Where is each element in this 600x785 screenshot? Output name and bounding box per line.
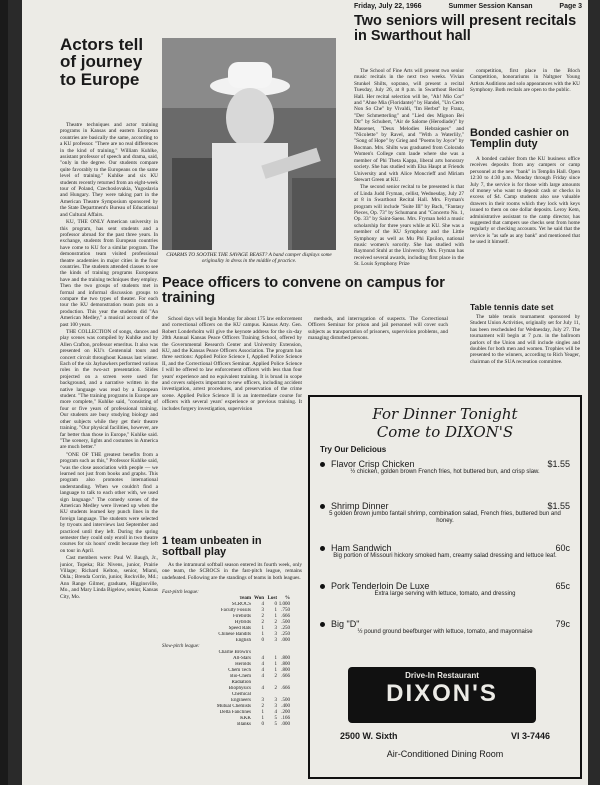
bullet-icon	[320, 622, 325, 627]
ad-menu-item	[320, 619, 570, 636]
actors-headline: Actors tell of journey to Europe	[60, 35, 144, 89]
table-cell: 4	[261, 686, 264, 691]
table-cell: SCROCS	[231, 602, 251, 607]
table-cell: 1	[274, 656, 277, 661]
table-cell: .800	[281, 656, 290, 661]
table-cell: 1	[274, 608, 277, 613]
table-cell: 2	[274, 686, 277, 691]
table-cell: 5	[274, 716, 277, 721]
peace-headline: Peace officers to convene on campus for training	[162, 275, 445, 306]
table-cell: Biophysics	[228, 686, 251, 691]
table-cell: %	[285, 596, 290, 601]
tennis-body: The table tennis tournament sponsored by Student Union Activities, originally set for July 11, has been rescheduled for Wednesday, July 27. The tournament will begin at 7 p.m. in the ballroom parlors of the Union and will include singles and doubles for both men and women. Trophies will be presented to the winners, according to Rich Yeager, chairman of the SUA recreation committee.	[470, 314, 580, 365]
table-cell: .666	[281, 686, 290, 691]
seniors-body: The School of Fine Arts will present two senior music recitals in the next two weeks. Vivian Stunkel Shilts, soprano, will present a recital Tuesday, July 26, at 8 p.m. in Swarthout Recital Hall. Her recital selection will be, "Ah! Mio Cor" and "Ahne Mia (Floridante)" by Handel, "Un Certo Non So Che" by Vivaldi, "Im Herbst" by Franz, "Der Schmetterling" and "Lied des Mignon Bei Dir" by Schubert, "Air de Salome (Herodiade)" by Massenet, "Deux Melodies Hebraiques" and "Nicolette" by Ravel, and "With a Waterlily," "Song of Hope" by Grieg and "Poems by Joyce" by Bocman. Mrs. Shilts was graduated from Colorado Women's College cum laude where she was a member of Phi Theta Kappa, liberal arts honorary society. She has studied with Elsa Haupt at Friends University and with Alice Moncrieff and Miriam Stewart Green at KU.	[354, 68, 464, 183]
actors-members: Cast members were: Paul W. Baugh, Jr., junior, Topeka; Ric Nivens, junior, Prairie Village; Richard Kelton, senior, Miami, Okla.; Brenda Corrin, junior, Rockville, Md.; Ann Range Gilmer, graduate, Higginsville, Mo., and Mary Linda Bigelow, senior, Kansas City, Mo.	[60, 555, 158, 600]
band-camper-image	[162, 38, 336, 250]
table-cell: Hybrids	[234, 620, 251, 625]
peace-col2	[308, 316, 448, 391]
bullet-icon	[320, 504, 325, 509]
ad-menu-item	[320, 501, 570, 525]
ad-line2: Come to DIXON'S	[376, 423, 514, 441]
table-cell: .250	[281, 626, 290, 631]
table-cell: .200	[281, 710, 290, 715]
table-cell: 2	[274, 674, 277, 679]
ad-item-desc: ½ chicken, golden brown French fries, hot buttered bun, and crisp slaw.	[350, 469, 540, 475]
table-cell: Herolds	[235, 662, 251, 667]
table-cell: Faculty Fossils	[220, 608, 251, 613]
ad-item-price: $1.55	[547, 501, 570, 511]
table-cell: 2	[261, 620, 264, 625]
dixons-ad	[308, 395, 582, 779]
ad-logo-text: DIXON'S	[386, 680, 498, 707]
seniors-body3: competition, first place in the Bloch Competition, honorariums in Naltgner Young Artists Auditions and solo appearances with the KU Symphony. Both recitals are open to the public.	[470, 68, 580, 94]
table-cell: Team	[239, 596, 251, 601]
seniors-col2	[470, 68, 580, 124]
table-cell: Chemical	[231, 692, 251, 697]
page-header	[354, 3, 582, 10]
peace-col1	[162, 316, 302, 531]
table-cell: 3	[274, 626, 277, 631]
bullet-icon	[320, 546, 325, 551]
standings-table	[162, 590, 290, 728]
table-cell: .500	[281, 620, 290, 625]
table-cell: 3	[274, 698, 277, 703]
table-cell: .666	[281, 674, 290, 679]
table-cell: 1	[261, 710, 264, 715]
ad-menu-item	[320, 543, 570, 560]
table-cell: Blanks	[237, 722, 251, 727]
actors-column	[60, 122, 158, 777]
ad-item-name	[320, 619, 570, 629]
ad-item-desc: Big portion of Missouri hickory smoked ham, creamy salad dressing and lettuce leaf.	[333, 553, 557, 559]
table-cell: .000	[281, 722, 290, 727]
ad-item-desc: Extra large serving with lettuce, tomato, and dressing	[374, 591, 516, 597]
ad-item-price: 79c	[555, 619, 570, 629]
table-cell: 4	[261, 668, 264, 673]
header-paper: Summer Session Kansan	[448, 3, 533, 10]
table-cell: Bio-Chem	[230, 674, 251, 679]
header-page: Page 3	[559, 3, 582, 10]
table-cell: 1.000	[278, 602, 290, 607]
tennis-column	[470, 314, 580, 392]
table-cell: 0	[274, 602, 277, 607]
ad-item-name-text: Ham Sandwich	[331, 543, 392, 553]
cashier-headline: Bonded cashier on Templin duty	[470, 127, 570, 151]
table-cell: KKK	[240, 716, 251, 721]
league-label: Fast-pitch league:	[162, 590, 199, 595]
ad-item-desc: 5 golden brown jumbo fantail shrimp, combination salad, French fries, buttered bun and honey.	[329, 511, 561, 524]
table-cell: 3	[261, 698, 264, 703]
table-cell: .500	[281, 698, 290, 703]
peace-col2-text: methods, and interrogation of suspects. The Correctional Officers Seminar for prison and jail personnel will cover such subjects as transportation of prisoners, supervision problems, and managing disturbed persons.	[308, 316, 448, 342]
ad-item-name	[320, 459, 570, 469]
table-cell: .800	[281, 668, 290, 673]
photo-caption: CHARMS TO SOOTHE THE SAVAGE BEAST? A band camper displays some originality in dress in the middle of practice.	[166, 252, 332, 264]
table-cell: All-Stars	[232, 656, 251, 661]
ad-dining: Air-Conditioned Dining Room	[386, 749, 504, 759]
table-cell: Firebirds	[232, 614, 251, 619]
league-label: Slow-pitch league:	[162, 644, 200, 649]
bullet-icon	[320, 584, 325, 589]
table-cell: 4	[261, 674, 264, 679]
table-cell: 1	[274, 614, 277, 619]
actors-kuonly: KU, THE ONLY American university in this program, has sent students and a professor abroad for the past three years. In exchange, students from European countries have come to KU for a similar program. The demonstration team visited professional theatre academies in major cities in the four countries. The students attended classes to see the kinds of training programs Europeans have and the training techniques they employ. Then the two groups of students met in formal and informal discussion groups to compare the two types of theater. For each tour the KU demonstration team puts on a production. This year the students did "An American Medley," a musical account of the past 100 years.	[60, 219, 158, 328]
table-cell: English	[235, 638, 251, 643]
ad-item-price: 60c	[555, 543, 570, 553]
ad-item-name-text: Big "D"	[331, 619, 360, 629]
table-cell: 3	[274, 638, 277, 643]
newspaper-page	[22, 0, 588, 785]
scan-edge	[0, 0, 8, 785]
table-cell: 4	[274, 710, 277, 715]
actors-collection: THE COLLECTION of songs, dances and play scenes was compiled by Kuhlke and by Allen Crafton, professor emeritus. It also was presented on KU's Centennial tours and concert circuit throughout Kansas last winter. Each of the six Jayhawkers performed various roles in the two-act presentation. Slides projected on a screen were used for background, and a narrative written in the native language was read by a European student. "The training programs in Europe are more complete," Kuhlke said, "consisting of four or five years of professional training. Our students are busy studying biology and other subjects while they get their theatre training. "Our physical facilities, however, are far better than those in Europe," Kuhlke said. "The scenery, lights and costumes in America are much better."	[60, 329, 158, 451]
softball-headline: 1 team unbeaten in softball play	[162, 535, 262, 559]
cashier-column	[470, 156, 580, 300]
ad-item-price: 65c	[555, 581, 570, 591]
table-cell: Charlie Brown's	[218, 650, 251, 655]
table-cell: 1	[261, 632, 264, 637]
ad-line1: For Dinner Tonight	[372, 405, 518, 423]
ad-item-name	[320, 581, 570, 591]
ad-item-name	[320, 543, 570, 553]
table-cell: Speed Rats	[228, 626, 251, 631]
table-cell: 5	[274, 722, 277, 727]
table-cell: Chinese Bandits	[218, 632, 251, 637]
ad-try: Try Our Delicious	[320, 445, 387, 454]
table-cell: .800	[281, 662, 290, 667]
ad-item-price: $1.55	[547, 459, 570, 469]
table-cell: .666	[281, 614, 290, 619]
ad-item-name-text: Shrimp Dinner	[331, 501, 389, 511]
table-cell: 4	[261, 602, 264, 607]
table-cell: Mutual Chemists	[216, 704, 251, 709]
dixons-logo	[348, 667, 536, 723]
table-cell: 1	[274, 662, 277, 667]
ad-menu-item	[320, 581, 570, 598]
ad-item-name-text: Pork Tenderloin De Luxe	[331, 581, 430, 591]
cashier-body: A bonded cashier from the KU business office receives deposits from any campers or camp personnel at the new "bank" in Templin Hall. Open 12:30 to 4:30 p.m. Monday through Friday since July 7, the service is for those with large amounts of money who want to deposit cash or checks in excess of $4. Camp students also use valuable drawers in their rooms which they lock with keys issued to them on one dollar deposits. Leroy Kem, administrative assistant to the camp director, has suggested that campers use checks sent from home regularly or checking accounts. Yet he said that the service is "as safe as any bank" and mentioned that he used it himself.	[470, 156, 580, 246]
table-cell: 1	[261, 626, 264, 631]
ad-menu-item	[320, 459, 570, 476]
table-cell: .400	[281, 704, 290, 709]
table-cell: .000	[281, 638, 290, 643]
actors-oneofthe: "ONE OF THE greatest benefits from a program such as this," Professor Kuhlke said, "was the close association with people — we learned not just from books and graphs. This program also promotes international understanding. When we couldn't find a language to talk to each other with, we used sign language." The comedy scenes of the American Medley were livened up when the KU students learned key punch lines in the foreign language. The students were selected by tryouts and interviews last September and practiced until they left. During the spring semester they could only enroll in two theatre courses for six hours' credit because they left on tour in April.	[60, 451, 158, 554]
table-cell: 3	[274, 632, 277, 637]
table-cell: Delta Fanclines	[219, 710, 251, 715]
peace-col1-text: School days will begin Monday for about 175 law enforcement and correctional officers on the KU campus. Kansas Atty. Gen. Robert Londerholm will give the keynote address for the six-day 20th Annual Kansas Peace Officers Training School, offered by the Governmental Research Center and University Extension, KU, and the Kansas Peace Officers Association. The program has three sections: Applied Police Science I, Applied Police Science II, and the Correctional Officers Seminar. Applied Police Science I will be offered to law enforcement officers with less than four years' experience and no equivalent training. It is broad in scope and covers subjects important to new officers, including accident investigation, arrest procedures, and preservation of the crime scene. Applied Police Science II is an intermediate course for officers with several years' experience or previous training. It includes forgery investigation, supervision	[162, 316, 302, 412]
table-cell: 1	[274, 668, 277, 673]
tennis-headline: Table tennis date set	[470, 302, 554, 312]
ad-item-name-text: Flavor Crisp Chicken	[331, 459, 415, 469]
band-camper-photo	[162, 38, 336, 250]
table-cell: 4	[261, 662, 264, 667]
table-cell: 0	[261, 638, 264, 643]
ad-item-desc: ½ pound ground beefburger with lettuce, tomato, and mayonnaise	[357, 629, 533, 635]
table-cell: .750	[281, 608, 290, 613]
bullet-icon	[320, 462, 325, 467]
table-cell: .250	[281, 632, 290, 637]
table-cell: 3	[274, 704, 277, 709]
table-row	[162, 722, 290, 728]
ad-item-name	[320, 501, 570, 511]
softball-intro	[162, 562, 302, 588]
ad-phone: VI 3-7446	[510, 731, 550, 741]
softball-body: As the intramural softball season entered its fourth week, only one team, the SCROCS in the fast-pitch league, remains undefeated. Following are the standings of teams in both leagues.	[162, 562, 302, 581]
header-date: Friday, July 22, 1966	[354, 3, 422, 10]
ad-drivein: Drive-In Restaurant	[405, 671, 479, 680]
table-cell: 0	[261, 722, 264, 727]
actors-body: Theatre techniques and actor training programs in Kansas and eastern European countries are basically the same, according to a KU professor. "There are no real differences in the kind of training," William Kuhlke, assistant professor of speech and drama, said, "only in the degree. Our students compare quite favorably to the Europeans on the same level of training." Kuhlke and six KU students recently returned from an eight-week tour of Poland, Czechoslovakia, Yugoslavia and Hungary. They were taking part in the American Theatre Symposium sponsored by the State Department's Bureau of Educational and Cultural Affairs.	[60, 122, 158, 218]
table-cell: Lost	[267, 596, 277, 601]
table-cell: 2	[274, 620, 277, 625]
seniors-headline: Two seniors will present recitals in Swarthout hall	[354, 13, 577, 44]
table-cell: 2	[261, 704, 264, 709]
ad-address: 2500 W. Sixth	[340, 731, 398, 741]
table-cell: 3	[261, 608, 264, 613]
seniors-body2: The second senior recital to be presented is that of Linda Judd Fryman, cellist, Wednesday, July 27 at 8 in Swarthout Recital Hall. Mrs. Fryman's program will include "Suite III" by Bach, "Fantasy Pieces, Op. 73" by Schumann and "Concerto No. 1, Op. 33" by Saint-Saens. Mrs. Fryman held a music scholarship for three years while at KU. She was a member of the KU Symphony and the Little Symphony as well as Mu Phi Epsilon, national music women's sorority. She has studied with Raymond Stuhl at the University. Mrs. Fryman has received several awards, including first place in the St. Louis Symphony Prize	[354, 184, 464, 268]
table-cell: Radiation	[231, 680, 251, 685]
table-cell: 2	[261, 614, 264, 619]
table-cell: Engineers	[231, 698, 251, 703]
table-cell: Won	[253, 596, 264, 601]
table-cell: .166	[281, 716, 290, 721]
table-cell: 4	[261, 656, 264, 661]
table-cell: 1	[261, 716, 264, 721]
table-cell: Chem Tech	[228, 668, 251, 673]
